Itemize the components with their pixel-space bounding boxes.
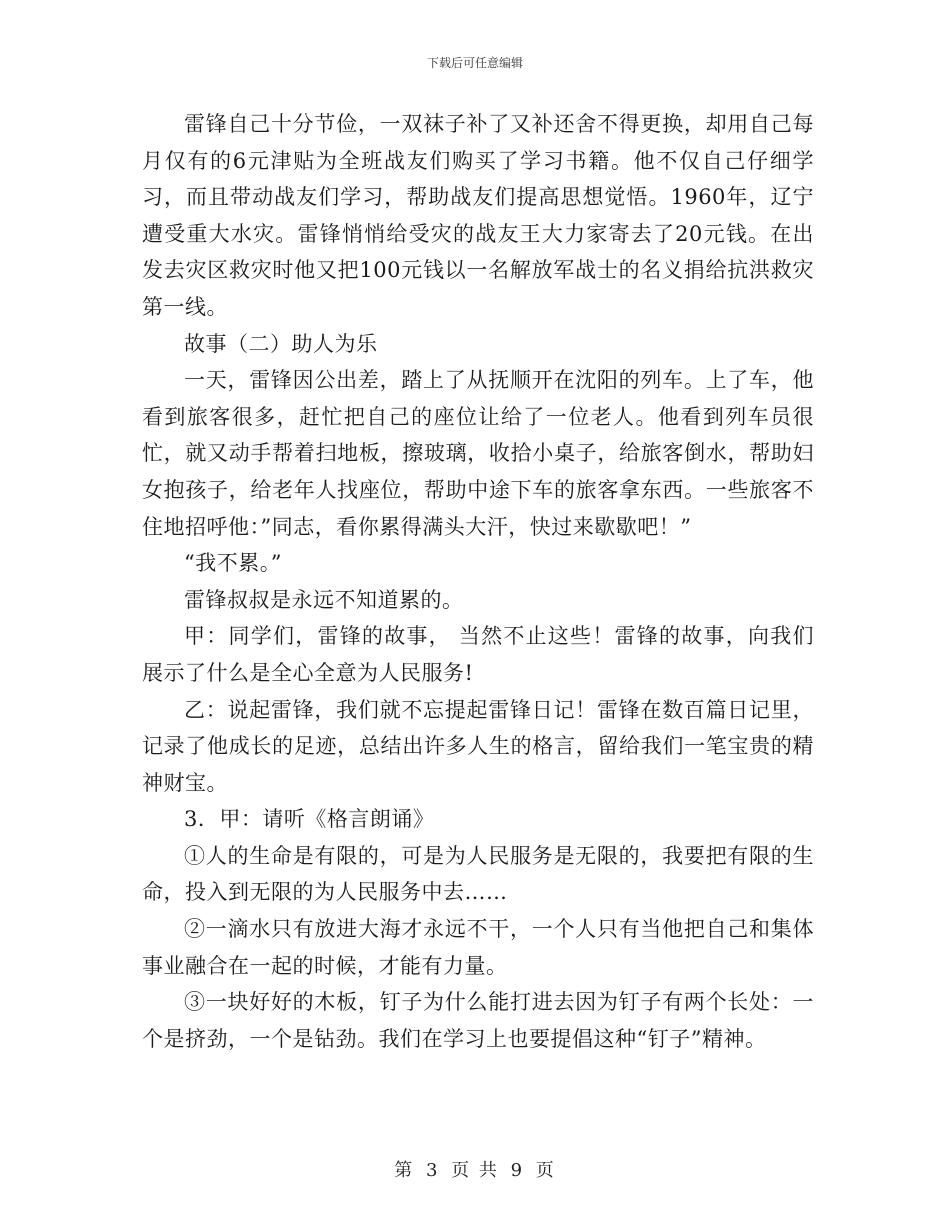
paragraph-never-tired: 雷锋叔叔是永远不知道累的。 — [184, 587, 464, 612]
page-number-footer — [0, 1156, 950, 1182]
footer-prefix: 第 — [394, 1160, 415, 1181]
motto-item-3: ③一块好好的木板，钉子为什么能打进去因为钉子有两个长处：一个是挤劲，一个是钻劲。我们在学习上也要提倡这种“钉子”精神。 — [142, 990, 814, 1051]
section-heading-motto-recital: 3．甲：请听《格言朗诵》 — [184, 807, 435, 832]
footer-current-page: 3 — [425, 1160, 440, 1181]
section-heading-story-two: 故事（二）助人为乐 — [184, 331, 378, 356]
motto-item-1: ①人的生命是有限的，可是为人民服务是无限的，我要把有限的生命，投入到无限的为人民服务中去…… — [142, 843, 814, 905]
paragraph-speaker-a: 甲：同学们，雷锋的故事， 当然不止这些！雷锋的故事，向我们展示了什么是全心全意为人民服务! — [142, 624, 814, 685]
footer-suffix: 页 — [535, 1160, 556, 1181]
paragraph-speaker-b: 乙：说起雷锋，我们就不忘提起雷锋日记！雷锋在数百篇日记里，记录了他成长的足迹，总结出许多人生的格言，留给我们一笔宝贵的精神财宝。 — [142, 697, 814, 795]
footer-total-pages: 9 — [510, 1160, 525, 1181]
footer-middle: 页 共 — [451, 1160, 499, 1181]
paragraph-train-story: 一天，雷锋因公出差，踏上了从抚顺开在沈阳的列车。上了车，他看到旅客很多，赶忙把自己的座位让给了一位老人。他看到列车员很忙，就又动手帮着扫地板，擦玻璃，收拾小桌子，给旅客倒水，帮助妇女抱孩子，给老年人找座位，帮助中途下车的旅客拿东西。一些旅客不住地招呼他：”同志，看你累得满头大汗，快过来歇歇吧！” — [142, 368, 814, 539]
motto-item-2: ②一滴水只有放进大海才永远不干，一个人只有当他把自己和集体事业融合在一起的时候，才能有力量。 — [142, 917, 814, 978]
document-body — [142, 106, 814, 1057]
paragraph-quote-not-tired: “我不累。” — [184, 551, 282, 576]
page-header: 下载后可任意编辑 — [426, 56, 523, 70]
paragraph-frugality: 雷锋自己十分节俭，一双袜子补了又补还舍不得更换，却用自己每月仅有的6元津贴为全班战友们购买了学习书籍。他不仅自己仔细学习，而且带动战友们学习，帮助战友们提高思想觉悟。1960年，辽宁遭受重大水灾。雷锋悄悄给受灾的战友王大力家寄去了20元钱。在出发去灾区救灾时他又把100元钱以一名解放军战士的名义捐给抗洪救灾第一线。 — [142, 112, 814, 319]
